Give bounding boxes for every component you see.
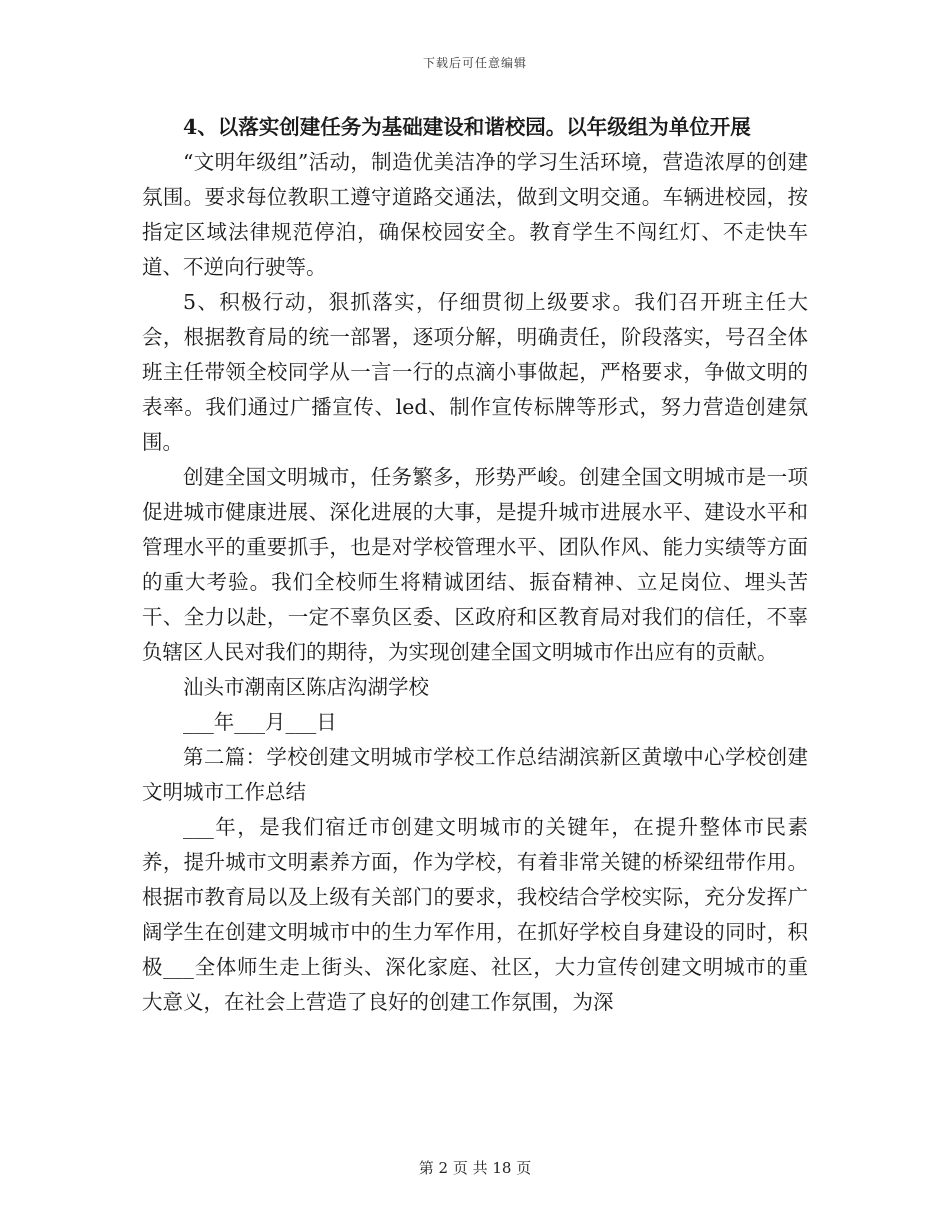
section-title: 第二篇：学校创建文明城市学校工作总结湖滨新区黄墩中心学校创建文明城市工作总结 — [142, 745, 808, 804]
paragraph: ___年，是我们宿迁市创建文明城市的关键年，在提升整体市民素养，提升城市文明素养方面，作为学校，有着非常关键的桥梁纽带作用。根据市教育局以及上级有关部门的要求，我校结合学校实际，充分发挥广阔学生在创建文明城市中的生力军作用，在抓好学校自身建设的同时，积极___全体师生走上街头、深化家庭、社区，大力宣传创建文明城市的重大意义，在社会上营造了良好的创建工作氛围，为深 — [142, 815, 808, 1014]
date-line: ___年___月___日 — [183, 710, 337, 734]
paragraph: “文明年级组”活动，制造优美洁净的学习生活环境，营造浓厚的创建氛围。要求每位教职工遵守道路交通法，做到文明交通。车辆进校园，按指定区域法律规范停泊，确保校园安全。教育学生不闯红灯、不走快车道、不逆向行驶等。 — [142, 150, 808, 279]
school-signature: 汕头市潮南区陈店沟湖学校 — [183, 675, 429, 699]
header-note: 下载后可任意编辑 — [422, 56, 527, 70]
paragraph: 5、积极行动，狠抓落实，仔细贯彻上级要求。我们召开班主任大会，根据教育局的统一部署，逐项分解，明确责任，阶段落实，号召全体班主任带领全校同学从一言一行的点滴小事做起，严格要求，争做文明的表率。我们通过广播宣传、led、制作宣传标牌等形式，努力营造创建氛围。 — [142, 290, 808, 454]
paragraph: 创建全国文明城市，任务繁多，形势严峻。创建全国文明城市是一项促进城市健康进展、深化进展的大事，是提升城市进展水平、建设水平和管理水平的重要抓手，也是对学校管理水平、团队作风、能力实绩等方面的重大考验。我们全校师生将精诚团结、振奋精神、立足岗位、埋头苦干、全力以赴，一定不辜负区委、区政府和区教育局对我们的信任，不辜负辖区人民对我们的期待，为实现创建全国文明城市作出应有的贡献。 — [142, 465, 808, 664]
page-footer: 第 2 页 共 18 页 — [418, 1159, 532, 1177]
document-body — [142, 110, 808, 1020]
section-heading: 4、以落实创建任务为基础建设和谐校园。以年级组为单位开展 — [183, 115, 751, 139]
